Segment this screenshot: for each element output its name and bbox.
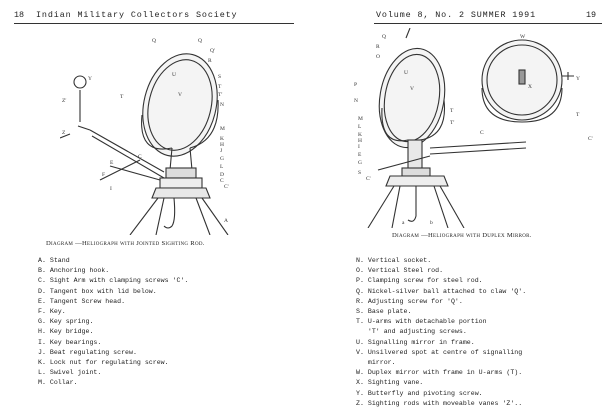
legend-item-g: G. Key spring. <box>38 318 94 326</box>
svg-text:S: S <box>218 74 222 80</box>
legend-item-a: A. Stand <box>38 257 70 264</box>
svg-text:I: I <box>358 144 360 150</box>
svg-text:O: O <box>376 54 380 60</box>
svg-text:E: E <box>358 152 362 158</box>
legend-item-d: D. Tangent box with lid below. <box>38 287 157 295</box>
legend-item-s: S. Base plate. <box>356 308 412 316</box>
svg-text:X: X <box>528 84 532 90</box>
left-page-number: 18 <box>14 10 25 20</box>
legend-item-t: T. U-arms with detachable portion <box>356 318 487 326</box>
svg-text:C': C' <box>588 136 593 142</box>
svg-text:F: F <box>102 172 106 178</box>
svg-text:D: D <box>220 172 224 178</box>
svg-text:W: W <box>520 34 526 40</box>
legend-item-n: N. Vertical socket. <box>356 257 432 264</box>
heliograph-jointed-rod-diagram <box>60 30 260 235</box>
right-page-number: 19 <box>586 10 597 20</box>
svg-text:C': C' <box>224 184 229 190</box>
svg-text:C: C <box>220 178 224 184</box>
svg-text:I: I <box>110 186 112 192</box>
legend-item-o: O. Vertical Steel rod. <box>356 267 444 275</box>
svg-text:C: C <box>138 154 142 160</box>
legend-item-t-cont: 'T' and adjusting screws. <box>356 328 467 336</box>
svg-text:T': T' <box>218 92 223 98</box>
legend-item-h: H. Key bridge. <box>38 328 94 336</box>
svg-text:R: R <box>208 58 212 64</box>
svg-text:S: S <box>358 170 362 176</box>
svg-text:H: H <box>358 138 362 144</box>
legend-item-b: B. Anchoring hook. <box>38 267 110 275</box>
legend-item-c: C. Sight Arm with clamping screws 'C'. <box>38 277 189 285</box>
svg-text:Q: Q <box>382 34 386 40</box>
right-header-rule <box>374 23 602 24</box>
left-running-head: Indian Military Collectors Society <box>36 10 238 20</box>
legend-item-m: M. Collar. <box>38 379 78 387</box>
left-legend <box>38 256 188 389</box>
svg-text:U: U <box>172 72 176 78</box>
legend-item-y: Y. Butterfly and pivoting screw. <box>356 389 483 397</box>
legend-item-k: K. Lock nut for regulating screw. <box>38 359 169 367</box>
svg-text:K: K <box>220 136 224 142</box>
legend-item-v: V. Unsilvered spot at centre of signalling <box>356 348 523 356</box>
legend-item-x: X. Sighting vane. <box>356 379 424 387</box>
svg-text:a: a <box>402 220 405 226</box>
right-caption: Diagram —Heliograph with Duplex Mirror. <box>392 232 532 239</box>
svg-text:N: N <box>220 102 224 108</box>
right-running-head: Volume 8, No. 2 SUMMER 1991 <box>376 10 536 20</box>
right-legend <box>356 256 526 409</box>
svg-text:M: M <box>358 116 363 122</box>
legend-item-f: F. Key. <box>38 308 66 316</box>
legend-item-v-cont: mirror. <box>356 359 396 367</box>
svg-text:U: U <box>404 70 408 76</box>
legend-item-w: W. Duplex mirror with frame in U-arms (T). <box>356 369 523 377</box>
svg-text:K: K <box>358 132 362 138</box>
legend-item-p: P. Clamping screw for steel rod. <box>356 277 483 285</box>
svg-text:H: H <box>220 142 224 148</box>
svg-text:b: b <box>430 220 433 226</box>
svg-text:T: T <box>218 84 222 90</box>
svg-text:Z': Z' <box>62 98 67 104</box>
svg-text:M: M <box>220 126 225 132</box>
svg-text:P: P <box>354 82 358 88</box>
svg-text:R: R <box>376 44 380 50</box>
svg-text:T: T <box>576 112 580 118</box>
legend-item-e: E. Tangent Screw head. <box>38 297 126 305</box>
svg-text:Q': Q' <box>210 48 215 54</box>
svg-text:Y: Y <box>88 76 92 82</box>
legend-item-r: R. Adjusting screw for 'Q'. <box>356 297 463 305</box>
svg-text:V: V <box>178 92 182 98</box>
svg-text:T': T' <box>450 120 455 126</box>
svg-text:G: G <box>358 160 362 166</box>
heliograph-duplex-mirror-diagram <box>354 28 604 228</box>
left-page <box>0 0 300 409</box>
legend-item-i: I. Key bearings. <box>38 338 102 346</box>
svg-text:G: G <box>220 156 224 162</box>
legend-item-j: J. Beat regulating screw. <box>38 348 137 356</box>
legend-item-l: L. Swivel joint. <box>38 369 102 377</box>
legend-item-z: Z. Sighting rods with moveable vanes 'Z'.. <box>356 399 523 407</box>
legend-item-q: Q. Nickel-silver ball attached to claw 'Q'. <box>356 287 527 295</box>
svg-text:L: L <box>358 124 362 130</box>
left-caption: Diagram —Heliograph with Jointed Sighting Rod. <box>46 240 205 247</box>
svg-text:E: E <box>110 160 114 166</box>
svg-text:N: N <box>354 98 358 104</box>
svg-text:Y: Y <box>576 76 580 82</box>
svg-text:Q: Q <box>198 38 202 44</box>
svg-text:L: L <box>220 164 224 170</box>
left-header-rule <box>14 23 294 24</box>
svg-text:T: T <box>120 94 124 100</box>
legend-item-u: U. Signalling mirror in frame. <box>356 338 475 346</box>
svg-text:C: C <box>480 130 484 136</box>
svg-text:J: J <box>220 148 223 154</box>
svg-text:C': C' <box>366 176 371 182</box>
svg-text:Q: Q <box>152 38 156 44</box>
right-page <box>310 0 611 409</box>
svg-text:Z: Z <box>62 130 66 136</box>
svg-text:A: A <box>224 218 228 224</box>
svg-text:T: T <box>450 108 454 114</box>
svg-text:V: V <box>410 86 414 92</box>
